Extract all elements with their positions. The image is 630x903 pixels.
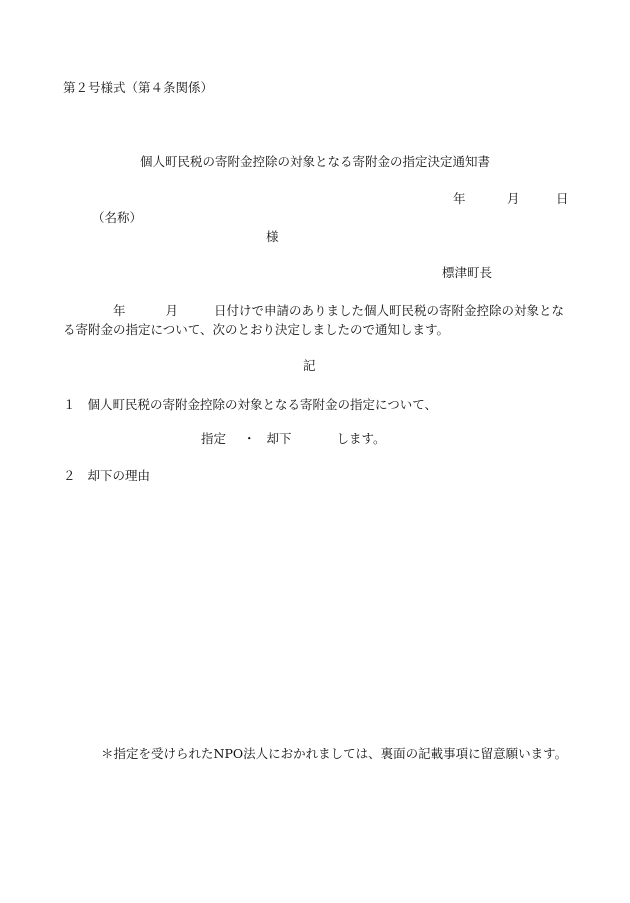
item-2-number: ２ [63, 468, 76, 483]
ki-heading: 記 [303, 358, 316, 373]
footnote: ＊指定を受けられたNPO法人におかれましては、裏面の記載事項に留意願います。 [101, 746, 568, 761]
item-1-number: １ [63, 397, 76, 412]
body-paragraph-line-2: る寄附金の指定について、次のとおり決定しましたので通知します。 [63, 322, 450, 337]
decision-separator: ・ [243, 431, 256, 446]
document-title: 個人町民税の寄附金控除の対象となる寄附金の指定決定通知書 [140, 154, 491, 169]
form-number: 第２号様式（第４条関係） [63, 80, 214, 95]
recipient-name-label: （名称） [92, 210, 143, 225]
date-month-label: 月 [507, 191, 520, 206]
decision-row [201, 433, 386, 446]
item-2 [63, 470, 150, 483]
date-day-label: 日 [556, 191, 569, 206]
recipient-honorific: 様 [266, 229, 279, 244]
body-paragraph-line-1 [63, 305, 583, 318]
decision-reject: 却下 [266, 431, 292, 446]
item-1-text: 個人町民税の寄附金控除の対象となる寄附金の指定について、 [87, 397, 438, 412]
item-1 [63, 399, 437, 412]
body-month-label: 月 [165, 303, 179, 318]
decision-designate: 指定 [201, 431, 227, 446]
issuer-name: 標津町長 [442, 265, 493, 280]
body-day-text: 日付けで申請のありました個人町民税の寄附金控除の対象とな [214, 303, 565, 318]
decision-suffix: します。 [336, 431, 386, 446]
item-2-text: 却下の理由 [87, 468, 151, 483]
date-year-label: 年 [453, 191, 466, 206]
body-year-label: 年 [113, 303, 126, 318]
